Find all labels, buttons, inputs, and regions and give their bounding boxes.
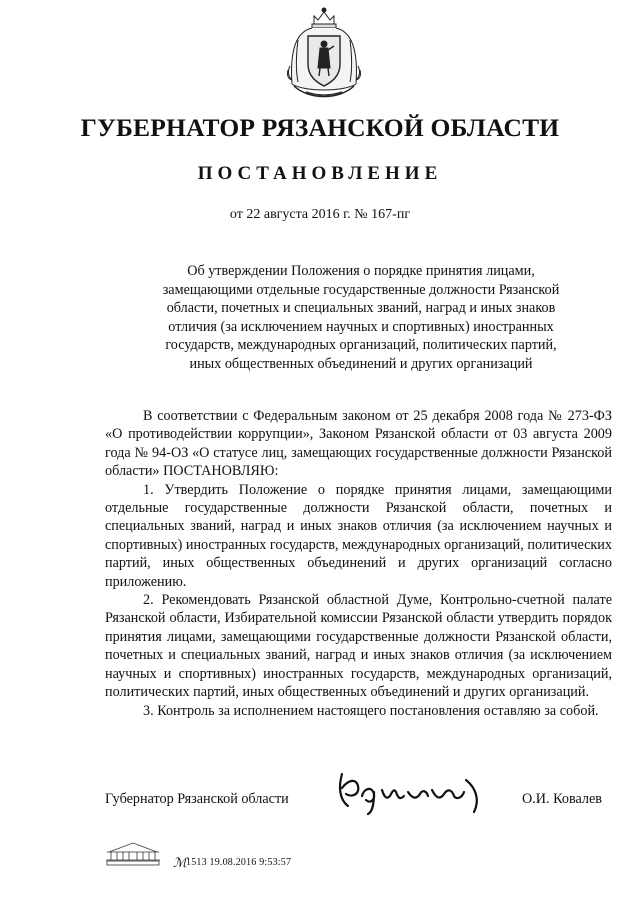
document-subject	[148, 262, 574, 374]
clause-2-paragraph: 2. Рекомендовать Рязанской областной Думе, Контрольно-счетной палате Рязанской области, Избирательной комиссии Рязанской области утвердить порядок принятия лицами, замещающими государственные должности Рязанской области, почетных и специальных званий, наград и иных знаков отличия (за исключением научных и спортивных) иностранных государств, международных организаций, политических партий, иных общественных объединений и других организаций.	[105, 592, 612, 701]
registration-info: 1513 19.08.2016 9:53:57	[186, 857, 292, 868]
document-body	[105, 407, 612, 720]
subject-line: Об утверждении Положения о порядке принятия лицами,	[187, 263, 535, 279]
subject-line: государств, международных организаций, политических партий,	[165, 337, 557, 354]
subject-line: области, почетных и специальных званий, наград и иных знаков	[166, 300, 556, 317]
handwritten-signature-icon	[334, 766, 494, 816]
coat-of-arms-icon	[284, 6, 364, 104]
subject-line: замещающими отдельные государственные должности Рязанской	[162, 281, 560, 298]
clause-3-paragraph: 3. Контроль за исполнением настоящего постановления оставляю за собой.	[143, 702, 599, 719]
document-date-number: от 22 августа 2016 г. № 167-пг	[229, 207, 411, 222]
clause-1-paragraph: 1. Утвердить Положение о порядке принятия лицами, замещающими отдельные государственные должности Рязанской области, почетных и специальных званий, наград и иных знаков отличия (за исключением научных и спортивных) иностранных государств, международных организаций, политических партий, иных общественных объединений и других организаций согласно приложению.	[105, 481, 612, 590]
governor-title: ГУБЕРНАТОР РЯЗАНСКОЙ ОБЛАСТИ	[80, 113, 560, 142]
subject-line: иных общественных объединений и других организаций	[189, 355, 533, 372]
building-logo-icon	[103, 840, 163, 866]
registration-mark-icon: ℳ	[173, 855, 187, 870]
signatory-name: О.И. Ковалев	[522, 791, 602, 807]
document-type: ПОСТАНОВЛЕНИЕ	[197, 163, 443, 184]
subject-line: отличия (за исключением научных и спортивных) иностранных	[168, 318, 554, 335]
preamble-paragraph: В соответствии с Федеральным законом от 25 декабря 2008 года № 273-ФЗ «О противодействии коррупции», Законом Рязанской области от 03 августа 2009 года № 94-ОЗ «О статусе лиц, замещающих государственные должности Рязанской области» ПОСТАНОВЛЯЮ:	[105, 408, 612, 480]
signatory-position: Губернатор Рязанской области	[105, 791, 289, 807]
